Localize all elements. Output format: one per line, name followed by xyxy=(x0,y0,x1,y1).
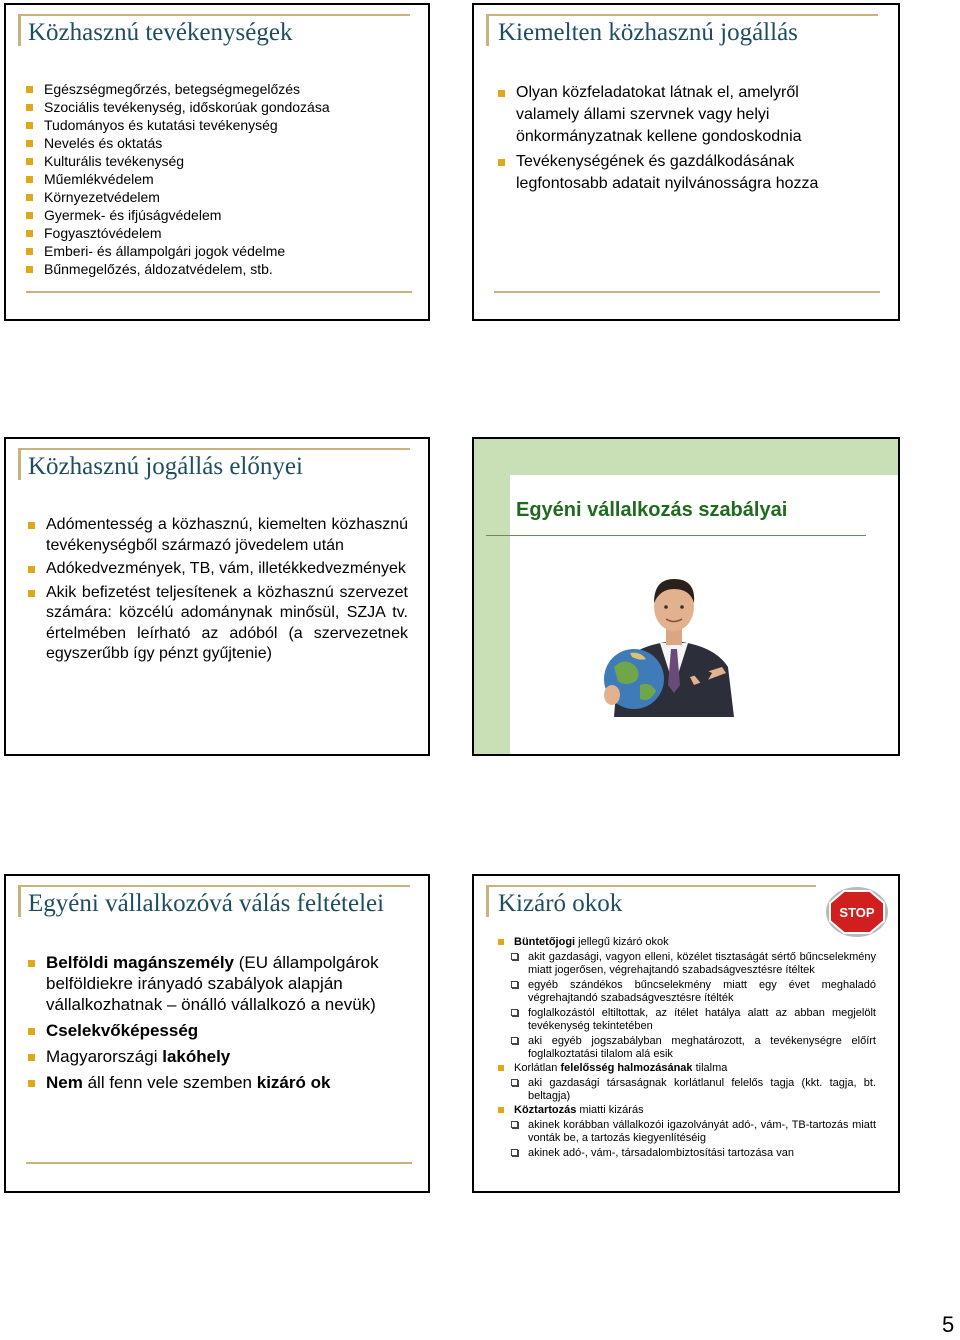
accent-bar xyxy=(18,448,21,480)
list-item: Korlátlan felelősség halmozásának tilalma xyxy=(498,1062,876,1075)
list-item: Akik befizetést teljesítenek a közhasznú szervezet számára: közcélú adománynak minősül, SZJA tv. értelmében leírható az adóból (a szervezetnek egyszerűbb így pénzt gyűjtenie) xyxy=(28,583,408,665)
list-item: Emberi- és állampolgári jogok védelme xyxy=(26,242,416,260)
accent-bar xyxy=(18,14,21,46)
accent-line xyxy=(18,14,410,16)
green-band-top xyxy=(474,439,898,475)
businessman-with-globe-image xyxy=(594,557,754,717)
slide-vallalkozova-valas-feltetelei xyxy=(4,874,430,1193)
list-item: Nevelés és oktatás xyxy=(26,134,416,152)
slide-title: Kizáró okok xyxy=(498,890,623,917)
stop-sign-icon xyxy=(824,882,890,938)
list-item: Adókedvezmények, TB, vám, illetékkedvezmények xyxy=(28,559,408,580)
list-item: Büntetőjogi jellegű kizáró okok xyxy=(498,936,876,949)
bullet-list xyxy=(28,515,408,668)
accent-bar xyxy=(486,14,489,46)
accent-line xyxy=(26,291,412,293)
bullet-list xyxy=(28,952,408,1098)
list-item: Szociális tevékenység, időskorúak gondozása xyxy=(26,98,416,116)
bullet-list xyxy=(26,80,416,278)
slide-title: Egyéni vállalkozás szabályai xyxy=(516,499,788,521)
accent-bar xyxy=(18,885,21,917)
sub-list-item: aki gazdasági társaságnak korlátlanul felelős tagja (kkt. tagja, bt. beltagja) xyxy=(498,1077,876,1103)
page-number: 5 xyxy=(942,1312,955,1337)
list-item: Tevékenységének és gazdálkodásának legfontosabb adatait nyilvánosságra hozza xyxy=(498,151,863,195)
bullet-list xyxy=(498,82,863,198)
list-item: Olyan közfeladatokat látnak el, amelyről valamely állami szervnek vagy helyi önkormányzatnak kellene gondoskodnia xyxy=(498,82,863,148)
list-item: Tudományos és kutatási tevékenység xyxy=(26,116,416,134)
list-item: Kulturális tevékenység xyxy=(26,152,416,170)
title-underline xyxy=(486,535,866,536)
list-item: Környezetvédelem xyxy=(26,188,416,206)
slide-kizaro-okok xyxy=(472,874,900,1193)
accent-line xyxy=(26,1162,412,1164)
accent-line xyxy=(486,14,878,16)
green-band xyxy=(474,439,510,754)
slide-egyeni-vallalkozas xyxy=(472,437,900,756)
list-item: Műemlékvédelem xyxy=(26,170,416,188)
accent-line xyxy=(18,885,410,887)
slide-title: Egyéni vállalkozóvá válás feltételei xyxy=(28,890,385,917)
accent-bar xyxy=(486,885,489,917)
sub-list-item: egyéb szándékos bűncselekmény miatt egy évet meghaladó végrehajtandó szabadságvesztésre ítélték xyxy=(498,979,876,1005)
list-item: Gyermek- és ifjúságvédelem xyxy=(26,206,416,224)
list-item: Egészségmegőrzés, betegségmegelőzés xyxy=(26,80,416,98)
slide-title: Közhasznú tevékenységek xyxy=(28,19,293,46)
list-item: Nem áll fenn vele szemben kizáró ok xyxy=(28,1072,408,1093)
list-item: Belföldi magánszemély (EU állampolgárok belföldiekre irányadó szabályok alapján vállalkozhatnak – önálló vállalkozó a nevük) xyxy=(28,952,408,1015)
list-item: Magyarországi lakóhely xyxy=(28,1046,408,1067)
slide-kiemelten-kozhasznu xyxy=(472,3,900,321)
sub-list-item: akinek korábban vállalkozói igazolványát adó-, vám-, TB-tartozás miatt vonták be, a tartozás kiegyenlítéséig xyxy=(498,1119,876,1145)
accent-line xyxy=(486,885,816,887)
accent-line xyxy=(494,291,880,293)
accent-line xyxy=(18,448,410,450)
slide-title: Közhasznú jogállás előnyei xyxy=(28,453,303,480)
list-item: Köztartozás miatti kizárás xyxy=(498,1104,876,1117)
list-item: Adómentesség a közhasznú, kiemelten közhasznú tevékenységből származó jövedelem után xyxy=(28,515,408,556)
exclusion-list xyxy=(498,935,876,1160)
sub-list-item: akit gazdasági, vagyon elleni, közélet tisztaságát sértő bűncselekmény miatt jogerősen, végrehajtandó szabadságvesztésre ítéltek xyxy=(498,951,876,977)
slide-kozhasznu-tevekenysegek xyxy=(4,3,430,321)
list-item: Bűnmegelőzés, áldozatvédelem, stb. xyxy=(26,260,416,278)
sub-list-item: aki egyéb jogszabályban meghatározott, a tevékenységre előírt foglalkoztatási tilalom alá esik xyxy=(498,1035,876,1061)
sub-list-item: akinek adó-, vám-, társadalombiztosítási tartozása van xyxy=(498,1147,876,1160)
slide-title: Kiemelten közhasznú jogállás xyxy=(498,19,798,46)
list-item: Cselekvőképesség xyxy=(28,1020,408,1041)
stop-sign-text: STOP xyxy=(839,905,875,920)
sub-list-item: foglalkozástól eltiltottak, az ítélet hatálya alatt az abban megjelölt tevékenység tekintetében xyxy=(498,1007,876,1033)
slide-kozhasznu-elonyei xyxy=(4,437,430,756)
list-item: Fogyasztóvédelem xyxy=(26,224,416,242)
